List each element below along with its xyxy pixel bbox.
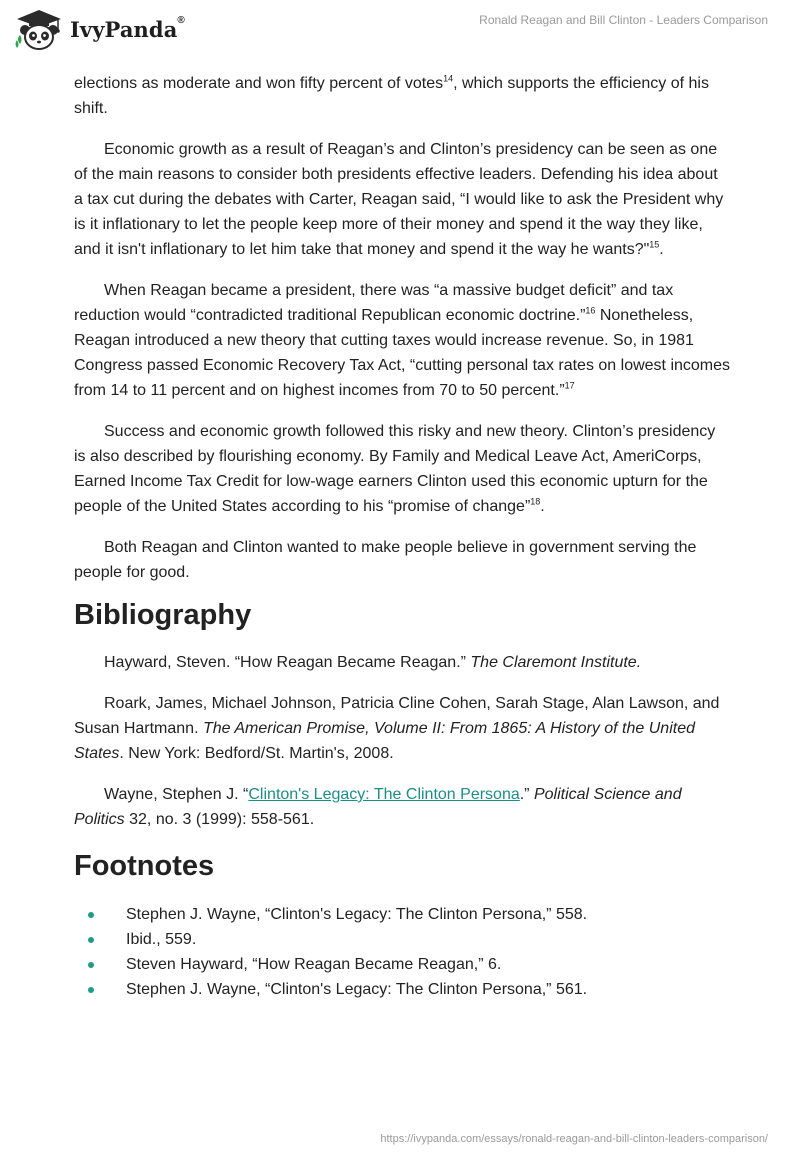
footnote-item: Steven Hayward, “How Reagan Became Reagan,” 6. [74, 952, 730, 977]
bullet-icon [88, 962, 94, 968]
paragraph-5: Both Reagan and Clinton wanted to make people believe in government serving the people for good. [74, 539, 697, 581]
paragraph-4: Success and economic growth followed this risky and new theory. Clinton’s presidency is also described by flourishing economy. By Family and Medical Leave Act, AmeriCorps, Earned Income Tax Credit for low-wage earners Clinton used this economic upturn for the people of the United States according to his “promise of change”$^{18}$. [74, 423, 716, 515]
source-url[interactable]: https://ivypanda.com/essays/ronald-reagan-and-bill-clinton-leaders-comparison/ [380, 1133, 768, 1145]
paragraph-1: elections as moderate and won fifty percent of votes$^{14}$, which supports the efficiency of his shift. [74, 73, 709, 117]
footnote-ref-18: 18 [530, 496, 541, 507]
panda-graduate-icon [14, 8, 64, 50]
bibliography-heading: Bibliography [74, 599, 252, 631]
bullet-icon [88, 937, 94, 943]
paragraph-3: When Reagan became a president, there was “a massive budget deficit” and tax reduction would “contradicted traditional Republican economic doctrine.”$^{16}$ Nonetheless, Reagan introduced a new theory that cutting taxes would increase revenue. So, in 1981 Congress passed Economic Recovery Tax Act, “cutting personal tax rates on lowest incomes from 14 to 11 percent and on highest incomes from 70 to 50 percent.”$^{17}$ [74, 282, 731, 399]
footnote-ref-14: 14 [443, 73, 454, 84]
footnote-item: Stephen J. Wayne, “Clinton's Legacy: The Clinton Persona,” 561. [74, 977, 730, 1002]
footnote-item: Ibid., 559. [74, 927, 730, 952]
ivypanda-logo[interactable] [14, 8, 185, 50]
page-header [0, 0, 800, 62]
bullet-icon [88, 912, 94, 918]
footnote-item: Stephen J. Wayne, “Clinton's Legacy: The Clinton Persona,” 558. [74, 902, 730, 927]
footnote-ref-17: 17 [564, 380, 575, 391]
paragraph-2: Economic growth as a result of Reagan’s and Clinton’s presidency can be seen as one of the main reasons to consider both presidents effective leaders. Defending his idea about a tax cut during the debates with Carter, Reagan said, “I would like to ask the President why is it inflationary to let the people keep more of their money and spend it the way they like, and it isn't inflationary to let him take that money and spend it the way he wants?"$^{15}$. [74, 141, 724, 258]
bibliography-entry: Wayne, Stephen J. “Clinton's Legacy: The Clinton Persona.” Political Science and Politics 32, no. 3 (1999): 558-561. [74, 786, 682, 828]
bullet-icon [88, 987, 94, 993]
bibliography-entry: Hayward, Steven. “How Reagan Became Reagan.” The Claremont Institute. [104, 654, 642, 671]
footnote-ref-15: 15 [649, 239, 660, 250]
brand-name: IvyPanda® [70, 14, 185, 42]
footnotes-list [74, 902, 730, 1002]
footnotes-heading: Footnotes [74, 850, 215, 882]
footnote-ref-16: 16 [585, 305, 596, 316]
clinton-legacy-link[interactable]: Clinton's Legacy: The Clinton Persona [248, 786, 520, 803]
document-title: Ronald Reagan and Bill Clinton - Leaders Comparison [479, 13, 768, 27]
bibliography-entry: Roark, James, Michael Johnson, Patricia Cline Cohen, Sarah Stage, Alan Lawson, and Susan Hartmann. The American Promise, Volume II: From 1865: A History of the United States. New York: Bedford/St. Martin's, 2008. [74, 695, 720, 762]
essay-content [74, 71, 730, 1002]
